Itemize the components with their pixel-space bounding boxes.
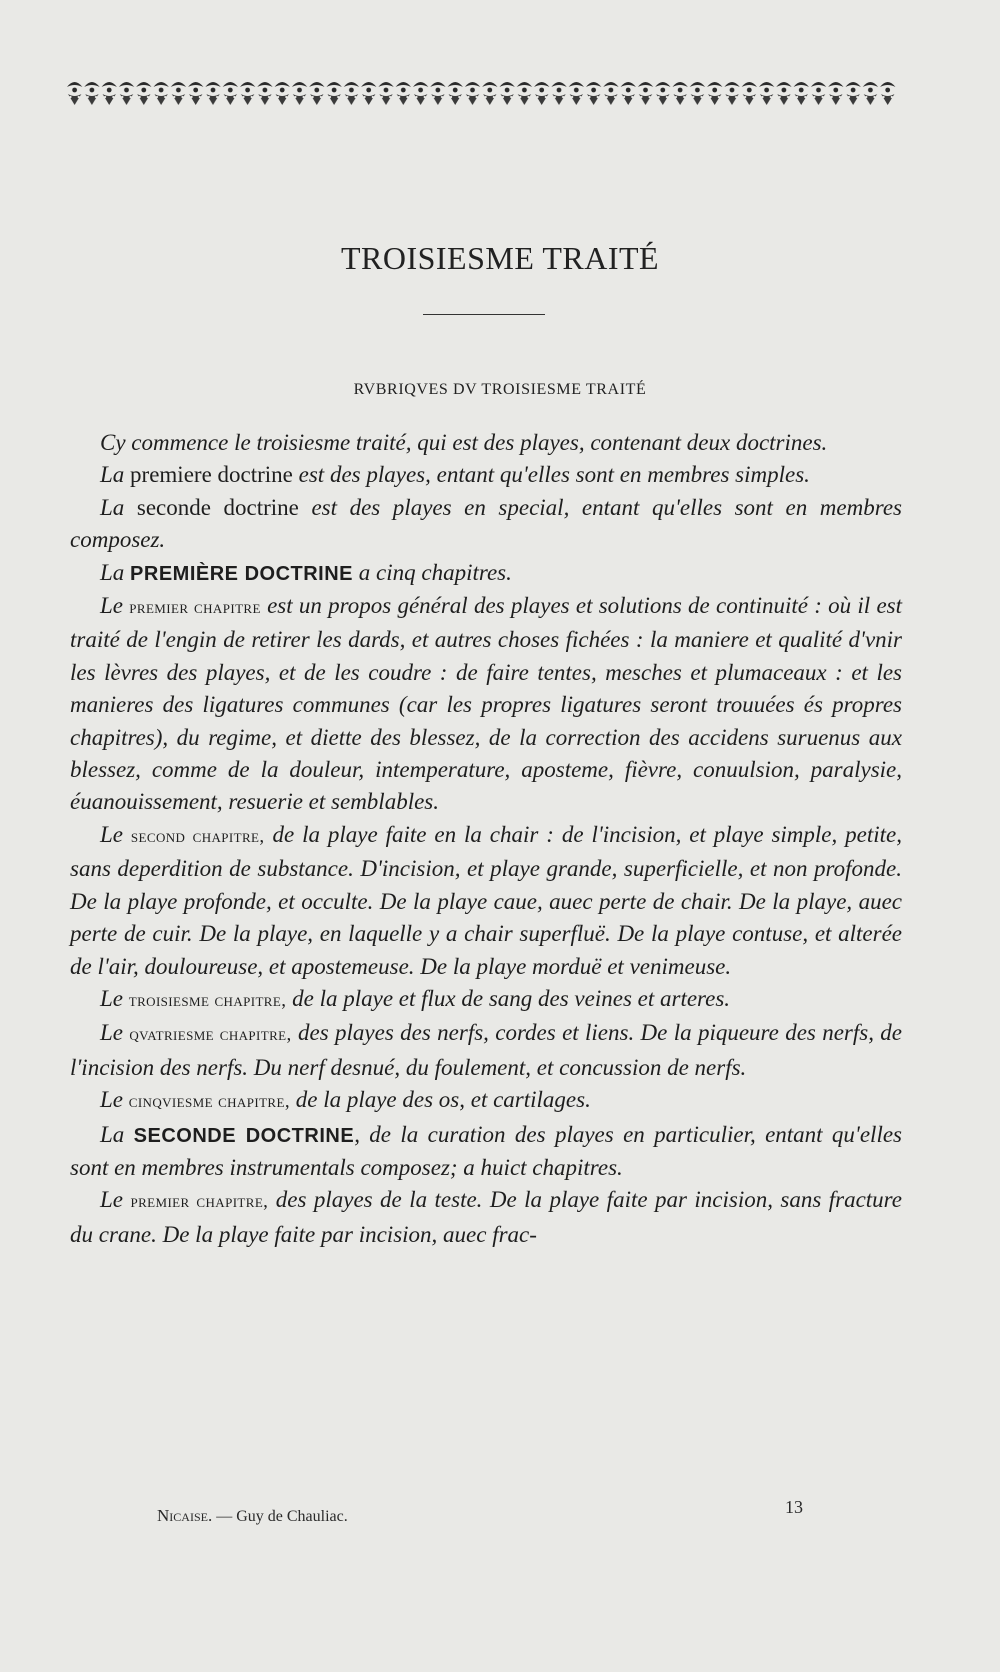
chapter-label: qvatriesme chapitre, (129, 1024, 292, 1046)
footer-dash: — (212, 1508, 237, 1525)
chapter-description: des playes des nerfs, cordes et liens. De la piqueure des nerfs, de l'incision des nerfs. Du nerf desnué, du foulement, et concussion de nerfs. (70, 1020, 903, 1080)
paragraph-chapter-5 (70, 1084, 902, 1118)
chapter-description: est un propos général des playes et solutions de continuité : où il est traité de l'engin de retirer les dards, et autres choses fichées : la maniere et qualité d'vnir les lèvres des playes, et de les coudre : de faire tentes, mesches et plumaceaux : et les manieres des ligatures communes (car les propres ligatures seront trouuées és propres chapitres), du regime, et diette des blessez, de la correction des accidens suruenus aux blessez, comme de la douleur, intemperature, aposteme, fièvre, conuulsion, paralysie, éuanouissement, resuerie et semblables. (70, 593, 902, 815)
doctrine-heading: SECONDE DOCTRINE (133, 1124, 355, 1147)
page-title: TROISIESME TRAITÉ (340, 240, 660, 276)
article-text: La (100, 462, 125, 488)
title-divider (423, 314, 545, 315)
running-footer (157, 1506, 348, 1526)
chapter-description: de la playe et flux de sang des veines et arteres. (286, 985, 731, 1011)
chapter-label: second chapitre, (130, 825, 265, 847)
doctrine-label: seconde doctrine (124, 494, 312, 520)
article-text: La (100, 1121, 134, 1147)
paragraph-chapter-3 (70, 983, 902, 1017)
article-text: Le (100, 593, 130, 619)
paragraph-chapter-4 (70, 1017, 902, 1084)
chapter-description: de la playe faite en la chair : de l'incision, et playe simple, petite, sans deperdition de substance. D'incision, et playe grande, superficielle, et non profonde. De la playe profonde, et occulte. De la playe caue, auec perte de chair. De la playe, auec perte de cuir. De la playe, en laquelle y a chair superfluë. De la playe contuse, et alterée de l'air, douloureuse, et apostemeuse. De la playe morduë et venimeuse. (70, 821, 903, 979)
article-text: La (100, 494, 125, 520)
chapter-label: premier chapitre (129, 597, 261, 619)
paragraph-chapter-1 (70, 590, 902, 819)
article-text: Le (100, 985, 129, 1011)
article-text: Le (100, 1187, 131, 1213)
doctrine-description: , de la curation des playes en particulier, entant qu'elles sont en membres instrumentals composez; a huict chapitres. (70, 1121, 902, 1180)
paragraph-chapter-1-second (70, 1184, 902, 1251)
chapter-description: des playes de la teste. De la playe faite par incision, sans fracture du crane. De la playe faite par incision, auec frac- (70, 1187, 902, 1247)
doctrine-label: premiere doctrine (124, 462, 299, 488)
paragraph-first-doctrine-heading (70, 557, 902, 590)
doctrine-description: a cinq chapitres. (353, 559, 512, 585)
footer-work: Guy de Chauliac. (236, 1508, 348, 1525)
article-text: Le (100, 1087, 129, 1113)
chapter-description: de la playe des os, et cartilages. (289, 1087, 591, 1113)
doctrine-heading: PREMIÈRE DOCTRINE (130, 562, 354, 585)
page-number: 13 (785, 1497, 803, 1517)
ornamental-border-icon (66, 78, 896, 108)
paragraph-second-doctrine (70, 492, 902, 557)
article-text: Le (100, 821, 131, 847)
chapter-label: cinqviesme chapitre, (128, 1091, 290, 1113)
paragraph-first-doctrine (70, 459, 902, 491)
paragraph-intro (70, 427, 902, 459)
chapter-label: premier chapitre, (130, 1191, 269, 1213)
section-subtitle: RVBRIQVES DV TROISIESME TRAITÉ (353, 381, 647, 398)
paragraph-second-doctrine-heading (70, 1119, 902, 1185)
doctrine-description: est des playes, entant qu'elles sont en membres simples. (298, 462, 810, 488)
text-body (70, 427, 902, 1251)
article-text: La (100, 559, 131, 585)
intro-text: Cy commence le troisiesme traité, qui est des playes, contenant deux doctrines. (100, 430, 828, 455)
chapter-label: troisiesme chapitre, (128, 989, 287, 1011)
doctrine-description: est des playes en special, entant qu'elles sont en membres composez. (70, 494, 902, 553)
footer-author: Nicaise. (157, 1506, 213, 1525)
paragraph-chapter-2 (70, 819, 902, 983)
article-text: Le (100, 1020, 130, 1046)
